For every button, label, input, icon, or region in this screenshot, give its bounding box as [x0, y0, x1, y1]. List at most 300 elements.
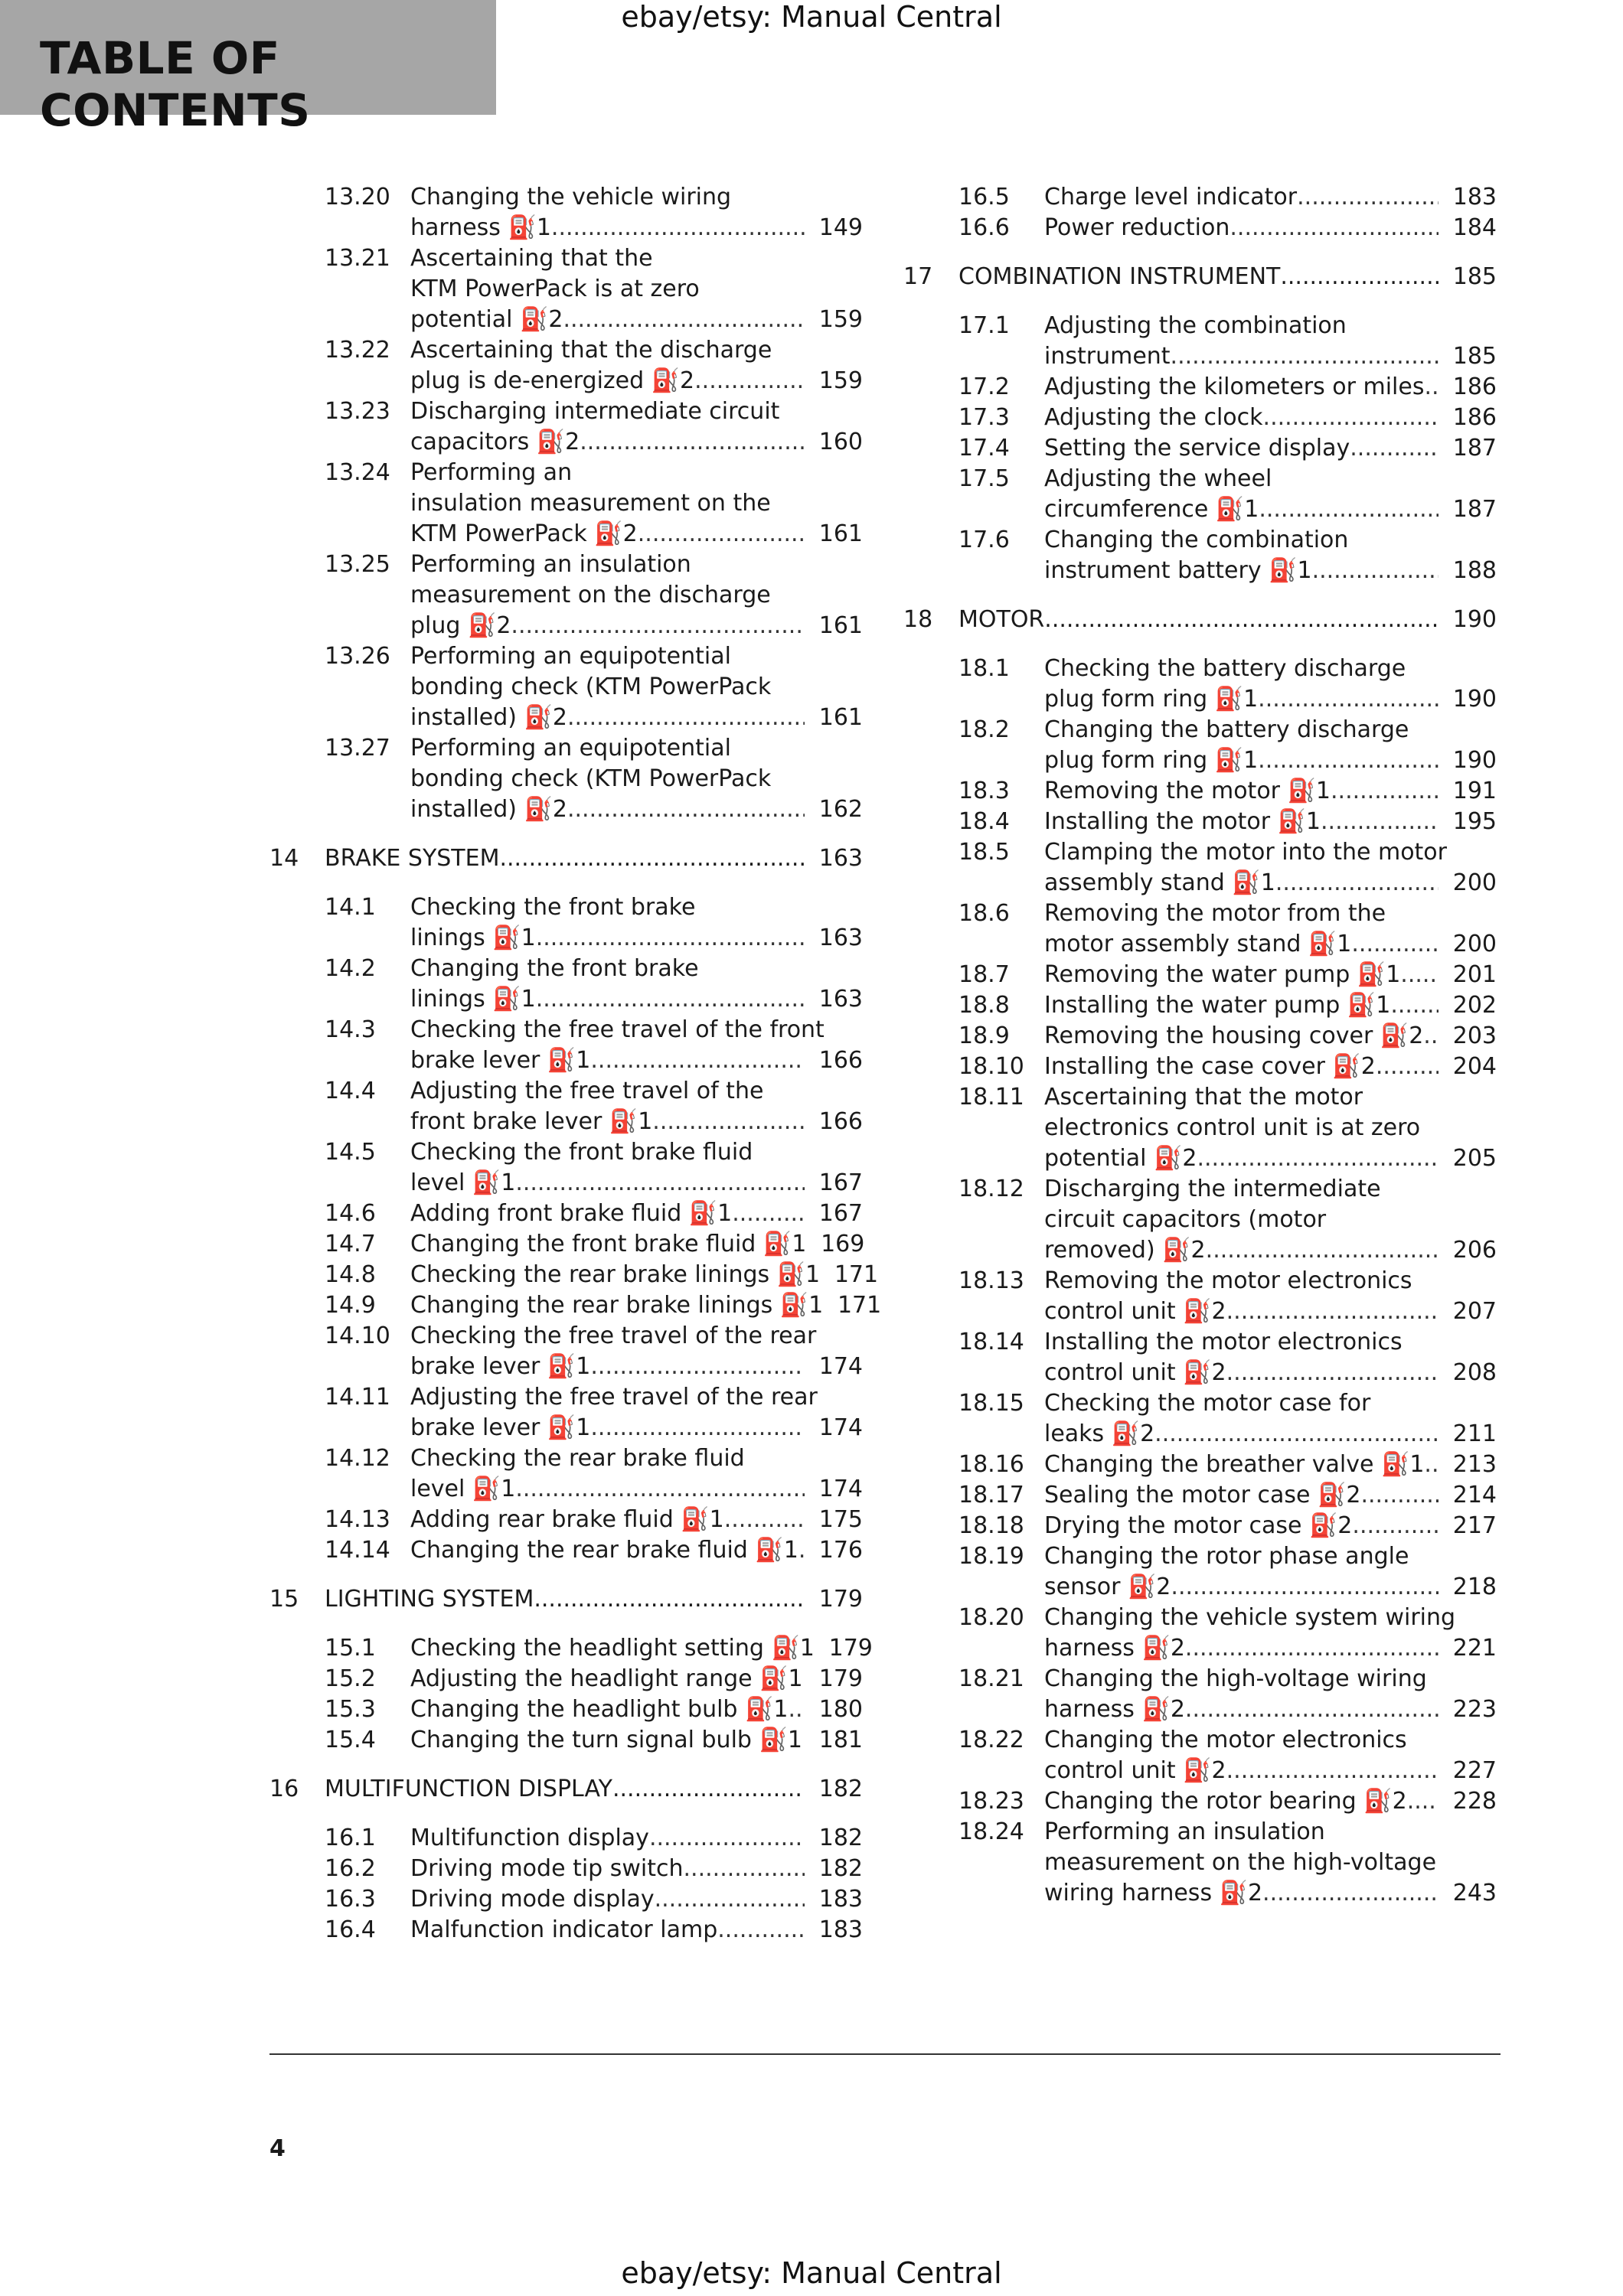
- entry-title-last-line: [1044, 1572, 1497, 1603]
- entry-page: 163: [818, 925, 863, 951]
- toc-entry[interactable]: [269, 1137, 863, 1199]
- chapter-title: MULTIFUNCTION DISPLAY: [325, 1776, 612, 1802]
- dot-leader: [1258, 684, 1438, 715]
- entry-page: 218: [1452, 1574, 1497, 1600]
- entry-body: [1044, 1817, 1497, 1909]
- toc-entry[interactable]: [269, 1854, 863, 1884]
- entry-title: Changing the rear brake linings ⛽1: [410, 1292, 824, 1319]
- toc-entry[interactable]: [269, 243, 863, 335]
- entry-page: 227: [1452, 1757, 1497, 1784]
- entry-body: [410, 641, 863, 733]
- toc-entry[interactable]: [903, 213, 1497, 243]
- entry-page: 200: [1452, 931, 1497, 957]
- entry-number: 16.5: [958, 184, 1010, 210]
- entry-title: linings ⛽1: [410, 986, 536, 1013]
- entry-title-last-line: [1044, 1450, 1497, 1480]
- page-title: TABLE OF CONTENTS: [40, 32, 311, 136]
- entry-title: control unit ⛽2: [1044, 1298, 1226, 1325]
- toc-entry[interactable]: [269, 1823, 863, 1854]
- toc-entry[interactable]: [269, 458, 863, 550]
- entry-number: 18.9: [958, 1022, 1010, 1049]
- dot-leader: [590, 1352, 805, 1382]
- toc-column-right: [903, 182, 1497, 1909]
- entry-title-last-line: [410, 1168, 863, 1199]
- entry-number: 18.8: [958, 992, 1010, 1019]
- entry-title-line: Performing an insulation: [1044, 1818, 1325, 1845]
- dot-leader: [1185, 1633, 1438, 1664]
- toc-entry[interactable]: [903, 1664, 1497, 1725]
- entry-title: control unit ⛽2: [1044, 1359, 1226, 1386]
- entry-number: 16.4: [325, 1916, 376, 1943]
- entry-page: 185: [1452, 343, 1497, 370]
- entry-number: 18.14: [958, 1329, 1024, 1355]
- entry-page: 161: [818, 612, 863, 639]
- toc-entry[interactable]: [903, 1082, 1497, 1174]
- entry-page: 176: [818, 1537, 863, 1564]
- entry-title-line: Performing an equipotential: [410, 643, 731, 670]
- toc-entry[interactable]: [269, 550, 863, 641]
- entry-body: [410, 182, 863, 243]
- entry-number: 14.12: [325, 1445, 390, 1472]
- dot-leader: [652, 1107, 805, 1137]
- dot-leader: [717, 1915, 805, 1945]
- entry-body: [410, 1664, 863, 1694]
- entry-title-line: Checking the free travel of the rear: [410, 1322, 817, 1349]
- toc-entry[interactable]: [903, 715, 1497, 776]
- entry-page: 223: [1452, 1696, 1497, 1723]
- entry-page: 183: [818, 1886, 863, 1913]
- entry-number: 14.5: [325, 1139, 376, 1166]
- entry-number: 14.7: [325, 1231, 376, 1257]
- entry-title: Removing the housing cover ⛽2: [1044, 1022, 1424, 1049]
- entry-number: 13.20: [325, 184, 390, 210]
- entry-title: Adjusting the kilometers or miles: [1044, 373, 1425, 400]
- dot-leader: [1424, 1450, 1438, 1480]
- entry-body: [1044, 837, 1497, 899]
- toc-entry[interactable]: [269, 1664, 863, 1694]
- entry-body: [1044, 807, 1497, 837]
- entry-page: 207: [1452, 1298, 1497, 1325]
- entry-title: Malfunction indicator lamp: [410, 1916, 718, 1943]
- toc-entry[interactable]: [269, 1229, 863, 1260]
- toc-entry[interactable]: [269, 1382, 863, 1443]
- entry-number: 13.23: [325, 398, 390, 425]
- toc-entry[interactable]: [269, 1535, 863, 1566]
- toc-chapter[interactable]: [269, 843, 863, 874]
- dot-leader: [1197, 1143, 1438, 1174]
- entry-title: sensor ⛽2: [1044, 1574, 1171, 1600]
- entry-title: level ⛽1: [410, 1476, 516, 1502]
- entry-title: plug form ring ⛽1: [1044, 686, 1259, 713]
- entry-title-line: Checking the battery discharge: [1044, 655, 1406, 682]
- entry-page: 187: [1452, 435, 1497, 461]
- dot-leader: [1400, 960, 1438, 990]
- entry-title-line: Performing an: [410, 459, 573, 486]
- entry-page: 180: [818, 1696, 863, 1723]
- entry-title-line: Checking the front brake fluid: [410, 1139, 753, 1166]
- entry-number: 18.10: [958, 1053, 1024, 1080]
- dot-leader: [1044, 605, 1438, 635]
- toc-chapter[interactable]: [269, 1584, 863, 1615]
- entry-body: [410, 1823, 863, 1854]
- entry-number: 18.23: [958, 1788, 1024, 1815]
- entry-title-last-line: [410, 519, 863, 550]
- toc-entry[interactable]: [269, 335, 863, 396]
- entry-page: 174: [818, 1414, 863, 1441]
- entry-page: 203: [1452, 1022, 1497, 1049]
- chapter-page: 185: [1452, 263, 1497, 290]
- entry-number: 13.24: [325, 459, 390, 486]
- toc-entry[interactable]: [903, 464, 1497, 525]
- entry-title-line: Removing the motor electronics: [1044, 1267, 1412, 1294]
- toc-entry[interactable]: [903, 525, 1497, 586]
- entry-title-last-line: [410, 1413, 863, 1443]
- toc-chapter[interactable]: [269, 1774, 863, 1805]
- entry-number: 18.21: [958, 1665, 1024, 1692]
- toc-entry[interactable]: [269, 396, 863, 458]
- entry-page: 166: [818, 1047, 863, 1074]
- entry-title-last-line: [410, 1633, 873, 1664]
- entry-title: Changing the headlight bulb ⛽1: [410, 1696, 789, 1723]
- toc-entry[interactable]: [903, 899, 1497, 960]
- toc-entry[interactable]: [269, 1321, 863, 1382]
- entry-body: [1044, 654, 1497, 715]
- entry-body: [1044, 1603, 1497, 1664]
- entry-number: 18.5: [958, 839, 1010, 866]
- entry-title-last-line: [410, 305, 863, 335]
- entry-body: [410, 1321, 863, 1382]
- entry-body: [410, 733, 863, 825]
- entry-title-line: Checking the free travel of the front: [410, 1016, 825, 1043]
- toc-entry[interactable]: [269, 954, 863, 1015]
- entry-title-last-line: [410, 1505, 863, 1535]
- entry-body: [410, 243, 863, 335]
- entry-page: 159: [818, 367, 863, 394]
- entry-title: instrument battery ⛽1: [1044, 557, 1312, 584]
- entry-number: 18.6: [958, 900, 1010, 927]
- toc-entry[interactable]: [903, 776, 1497, 807]
- toc-entry[interactable]: [269, 1260, 879, 1290]
- dot-leader: [694, 366, 805, 396]
- toc-entry[interactable]: [903, 990, 1497, 1021]
- entry-title-line: Adjusting the free travel of the: [410, 1078, 764, 1104]
- entry-title-last-line: [410, 1229, 863, 1260]
- toc-entry[interactable]: [269, 1884, 863, 1915]
- entry-page: 149: [818, 214, 863, 241]
- entry-title-last-line: [1044, 182, 1497, 213]
- dot-leader: [1376, 1052, 1438, 1082]
- entry-body: [1044, 433, 1497, 464]
- entry-title-line: Ascertaining that the motor: [1044, 1084, 1363, 1110]
- entry-title: instrument: [1044, 343, 1171, 370]
- entry-page: 200: [1452, 869, 1497, 896]
- toc-entry[interactable]: [903, 654, 1497, 715]
- entry-page: 186: [1452, 373, 1497, 400]
- toc-entry[interactable]: [269, 1443, 863, 1505]
- entry-title: Driving mode tip switch: [410, 1855, 684, 1882]
- entry-title-last-line: [1044, 1358, 1497, 1388]
- entry-number: 13.25: [325, 551, 390, 578]
- toc-entry[interactable]: [903, 1541, 1497, 1603]
- entry-body: [410, 1260, 879, 1290]
- entry-number: 14.13: [325, 1506, 390, 1533]
- entry-title: Changing the rear brake fluid ⛽1: [410, 1537, 798, 1564]
- dot-leader: [1171, 1572, 1438, 1603]
- toc-entry[interactable]: [269, 1633, 873, 1664]
- dot-leader: [1154, 1419, 1438, 1450]
- entry-title: plug form ring ⛽1: [1044, 747, 1259, 774]
- toc-entry[interactable]: [903, 960, 1497, 990]
- toc-entry[interactable]: [903, 1327, 1497, 1388]
- entry-body: [410, 1725, 863, 1756]
- entry-title-line: Discharging intermediate circuit: [410, 398, 780, 425]
- entry-title: assembly stand ⛽1: [1044, 869, 1275, 896]
- toc-entry[interactable]: [903, 311, 1497, 372]
- toc-entry[interactable]: [903, 433, 1497, 464]
- entry-number: 14.4: [325, 1078, 376, 1104]
- entry-number: 14.8: [325, 1261, 376, 1288]
- entry-number: 14.3: [325, 1016, 376, 1043]
- entry-body: [1044, 403, 1497, 433]
- toc-entry[interactable]: [903, 403, 1497, 433]
- toc-entry[interactable]: [903, 1511, 1497, 1541]
- entry-body: [410, 1290, 882, 1321]
- dot-leader: [1390, 990, 1438, 1021]
- dot-leader: [1424, 372, 1438, 403]
- toc-entry[interactable]: [269, 1915, 863, 1945]
- entry-title: wiring harness ⛽2: [1044, 1880, 1263, 1906]
- toc-entry[interactable]: [269, 1290, 882, 1321]
- chapter-number: 14: [269, 845, 299, 872]
- toc-entry[interactable]: [269, 1015, 863, 1076]
- dot-leader: [563, 305, 805, 335]
- dot-leader: [1262, 1878, 1438, 1909]
- entry-number: 17.5: [958, 465, 1010, 492]
- entry-number: 14.2: [325, 955, 376, 982]
- entry-title: Changing the rotor bearing ⛽2: [1044, 1788, 1407, 1815]
- entry-page: 182: [818, 1825, 863, 1851]
- entry-title-line: measurement on the high-voltage: [1044, 1849, 1437, 1876]
- entry-title: motor assembly stand ⛽1: [1044, 931, 1352, 957]
- toc-entry[interactable]: [269, 733, 863, 825]
- toc-chapter[interactable]: [903, 605, 1497, 635]
- toc-entry[interactable]: [269, 641, 863, 733]
- entry-number: 14.9: [325, 1292, 376, 1319]
- toc-entry[interactable]: [903, 1174, 1497, 1266]
- entry-title-last-line: [410, 1260, 879, 1290]
- entry-number: 18.13: [958, 1267, 1024, 1294]
- entry-title-line: Ascertaining that the discharge: [410, 337, 772, 364]
- toc-entry[interactable]: [903, 1725, 1497, 1786]
- toc-entry[interactable]: [269, 1694, 863, 1725]
- entry-body: [410, 1015, 863, 1076]
- entry-title-line: Changing the front brake: [410, 955, 699, 982]
- entry-page: 171: [834, 1261, 879, 1288]
- entry-title: linings ⛽1: [410, 925, 536, 951]
- entry-title: harness ⛽2: [1044, 1696, 1185, 1723]
- entry-number: 18.4: [958, 808, 1010, 835]
- toc-entry[interactable]: [903, 1450, 1497, 1480]
- toc-entry[interactable]: [903, 1388, 1497, 1450]
- entry-title-line: Changing the battery discharge: [1044, 716, 1409, 743]
- entry-title-last-line: [1044, 403, 1497, 433]
- entry-title-last-line: [1044, 1633, 1497, 1664]
- entry-title-last-line: [1044, 960, 1497, 990]
- entry-title-last-line: [1044, 1756, 1497, 1786]
- entry-title: Installing the case cover ⛽2: [1044, 1053, 1376, 1080]
- entry-title-line: Removing the motor from the: [1044, 900, 1386, 927]
- entry-body: [1044, 464, 1497, 525]
- dot-leader: [1185, 1694, 1438, 1725]
- entry-title: plug ⛽2: [410, 612, 511, 639]
- entry-body: [1044, 311, 1497, 372]
- entry-body: [410, 1915, 863, 1945]
- entry-page: 159: [818, 306, 863, 333]
- entry-title-line: KTM PowerPack is at zero: [410, 276, 700, 302]
- entry-page: 213: [1452, 1451, 1497, 1478]
- toc-entry[interactable]: [903, 1052, 1497, 1082]
- entry-title: Setting the service display: [1044, 435, 1350, 461]
- entry-number: 18.12: [958, 1176, 1024, 1202]
- entry-body: [1044, 1664, 1497, 1725]
- entry-number: 15.4: [325, 1727, 376, 1753]
- toc-entry[interactable]: [903, 1786, 1497, 1817]
- toc-entry[interactable]: [269, 1199, 863, 1229]
- entry-body: [410, 1884, 863, 1915]
- dot-leader: [684, 1854, 805, 1884]
- entry-title: level ⛽1: [410, 1169, 516, 1196]
- entry-title-line: Changing the vehicle wiring: [410, 184, 732, 210]
- entry-title-last-line: [410, 923, 863, 954]
- entry-title: harness ⛽1: [410, 214, 551, 241]
- toc-entry[interactable]: [903, 1021, 1497, 1052]
- toc-entry[interactable]: [269, 1725, 863, 1756]
- dot-leader: [1263, 403, 1438, 433]
- entry-title-last-line: [1044, 372, 1497, 403]
- toc-chapter[interactable]: [903, 262, 1497, 292]
- toc-entry[interactable]: [903, 1603, 1497, 1664]
- entry-title: Adjusting the clock: [1044, 404, 1263, 431]
- entry-title-line: Changing the motor electronics: [1044, 1727, 1407, 1753]
- entry-title-last-line: [1044, 868, 1497, 899]
- toc-entry[interactable]: [903, 1480, 1497, 1511]
- entry-title: Sealing the motor case ⛽2: [1044, 1482, 1361, 1508]
- entry-body: [410, 458, 863, 550]
- entry-page: 190: [1452, 686, 1497, 713]
- entry-page: 190: [1452, 747, 1497, 774]
- entry-body: [1044, 990, 1497, 1021]
- entry-body: [410, 1505, 863, 1535]
- dot-leader: [1350, 433, 1438, 464]
- entry-title-last-line: [1044, 929, 1497, 960]
- toc-entry[interactable]: [269, 892, 863, 954]
- dot-leader: [1423, 1021, 1438, 1052]
- toc-entry[interactable]: [269, 182, 863, 243]
- dot-leader: [1297, 182, 1438, 213]
- entry-page: 171: [837, 1292, 882, 1319]
- entry-body: [1044, 1327, 1497, 1388]
- entry-title: installed) ⛽2: [410, 704, 567, 731]
- entry-number: 17.4: [958, 435, 1010, 461]
- chapter-number: 15: [269, 1586, 299, 1613]
- dot-leader: [732, 1199, 805, 1229]
- entry-number: 15.3: [325, 1696, 376, 1723]
- dot-leader: [1275, 868, 1438, 899]
- entry-body: [1044, 182, 1497, 213]
- entry-body: [410, 1229, 863, 1260]
- entry-page: 182: [818, 1855, 863, 1882]
- entry-title-line: Adjusting the combination: [1044, 312, 1347, 339]
- entry-number: 16.6: [958, 214, 1010, 241]
- entry-title-line: Adjusting the free travel of the rear: [410, 1384, 818, 1411]
- entry-title-last-line: [410, 1290, 882, 1321]
- entry-title: Installing the motor ⛽1: [1044, 808, 1321, 835]
- entry-title-last-line: [410, 1474, 863, 1505]
- entry-title-last-line: [1044, 1786, 1497, 1817]
- chapter-page: 182: [818, 1776, 863, 1802]
- entry-body: [1044, 1266, 1497, 1327]
- dot-leader: [1280, 262, 1438, 292]
- entry-number: 17.3: [958, 404, 1010, 431]
- entry-title-last-line: [410, 703, 863, 733]
- entry-body: [1044, 1480, 1497, 1511]
- entry-title: brake lever ⛽1: [410, 1047, 591, 1074]
- entry-title: Checking the rear brake linings ⛽1: [410, 1261, 821, 1288]
- toc-entry[interactable]: [903, 1817, 1497, 1909]
- dot-leader: [798, 1535, 805, 1566]
- entry-title-last-line: [1044, 494, 1497, 525]
- entry-title: Changing the front brake fluid ⛽1: [410, 1231, 807, 1257]
- dot-leader: [515, 1474, 805, 1505]
- entry-title-line: insulation measurement on the: [410, 490, 771, 517]
- dot-leader: [1351, 929, 1438, 960]
- toc-entry[interactable]: [903, 1266, 1497, 1327]
- entry-number: 14.14: [325, 1537, 390, 1564]
- toc-entry[interactable]: [269, 1076, 863, 1137]
- entry-title-line: bonding check (KTM PowerPack: [410, 765, 772, 792]
- toc-entry[interactable]: [903, 807, 1497, 837]
- entry-page: 188: [1452, 557, 1497, 584]
- entry-body: [1044, 715, 1497, 776]
- entry-body: [410, 1694, 863, 1725]
- toc-entry[interactable]: [903, 182, 1497, 213]
- chapter-title: BRAKE SYSTEM: [325, 845, 500, 872]
- toc-entry[interactable]: [903, 372, 1497, 403]
- entry-number: 18.17: [958, 1482, 1024, 1508]
- chapter-number: 18: [903, 606, 933, 633]
- entry-title-line: Changing the vehicle system wiring: [1044, 1604, 1456, 1631]
- entry-number: 18.18: [958, 1512, 1024, 1539]
- toc-entry[interactable]: [903, 837, 1497, 899]
- entry-title: Checking the headlight setting ⛽1: [410, 1635, 815, 1662]
- dot-leader: [515, 1168, 805, 1199]
- entry-title-line: Checking the front brake: [410, 894, 696, 921]
- toc-entry[interactable]: [269, 1505, 863, 1535]
- entry-title-line: Installing the motor electronics: [1044, 1329, 1403, 1355]
- entry-page: 202: [1452, 992, 1497, 1019]
- dot-leader: [655, 1884, 805, 1915]
- entry-page: 183: [818, 1916, 863, 1943]
- chapter-page: 190: [1452, 606, 1497, 633]
- entry-page: 211: [1452, 1420, 1497, 1447]
- entry-title-last-line: [410, 984, 863, 1015]
- dot-leader: [511, 611, 805, 641]
- entry-title-last-line: [1044, 1878, 1497, 1909]
- dot-leader: [567, 703, 805, 733]
- entry-page: 167: [818, 1200, 863, 1227]
- entry-page: 195: [1452, 808, 1497, 835]
- chapter-title: MOTOR: [958, 606, 1045, 633]
